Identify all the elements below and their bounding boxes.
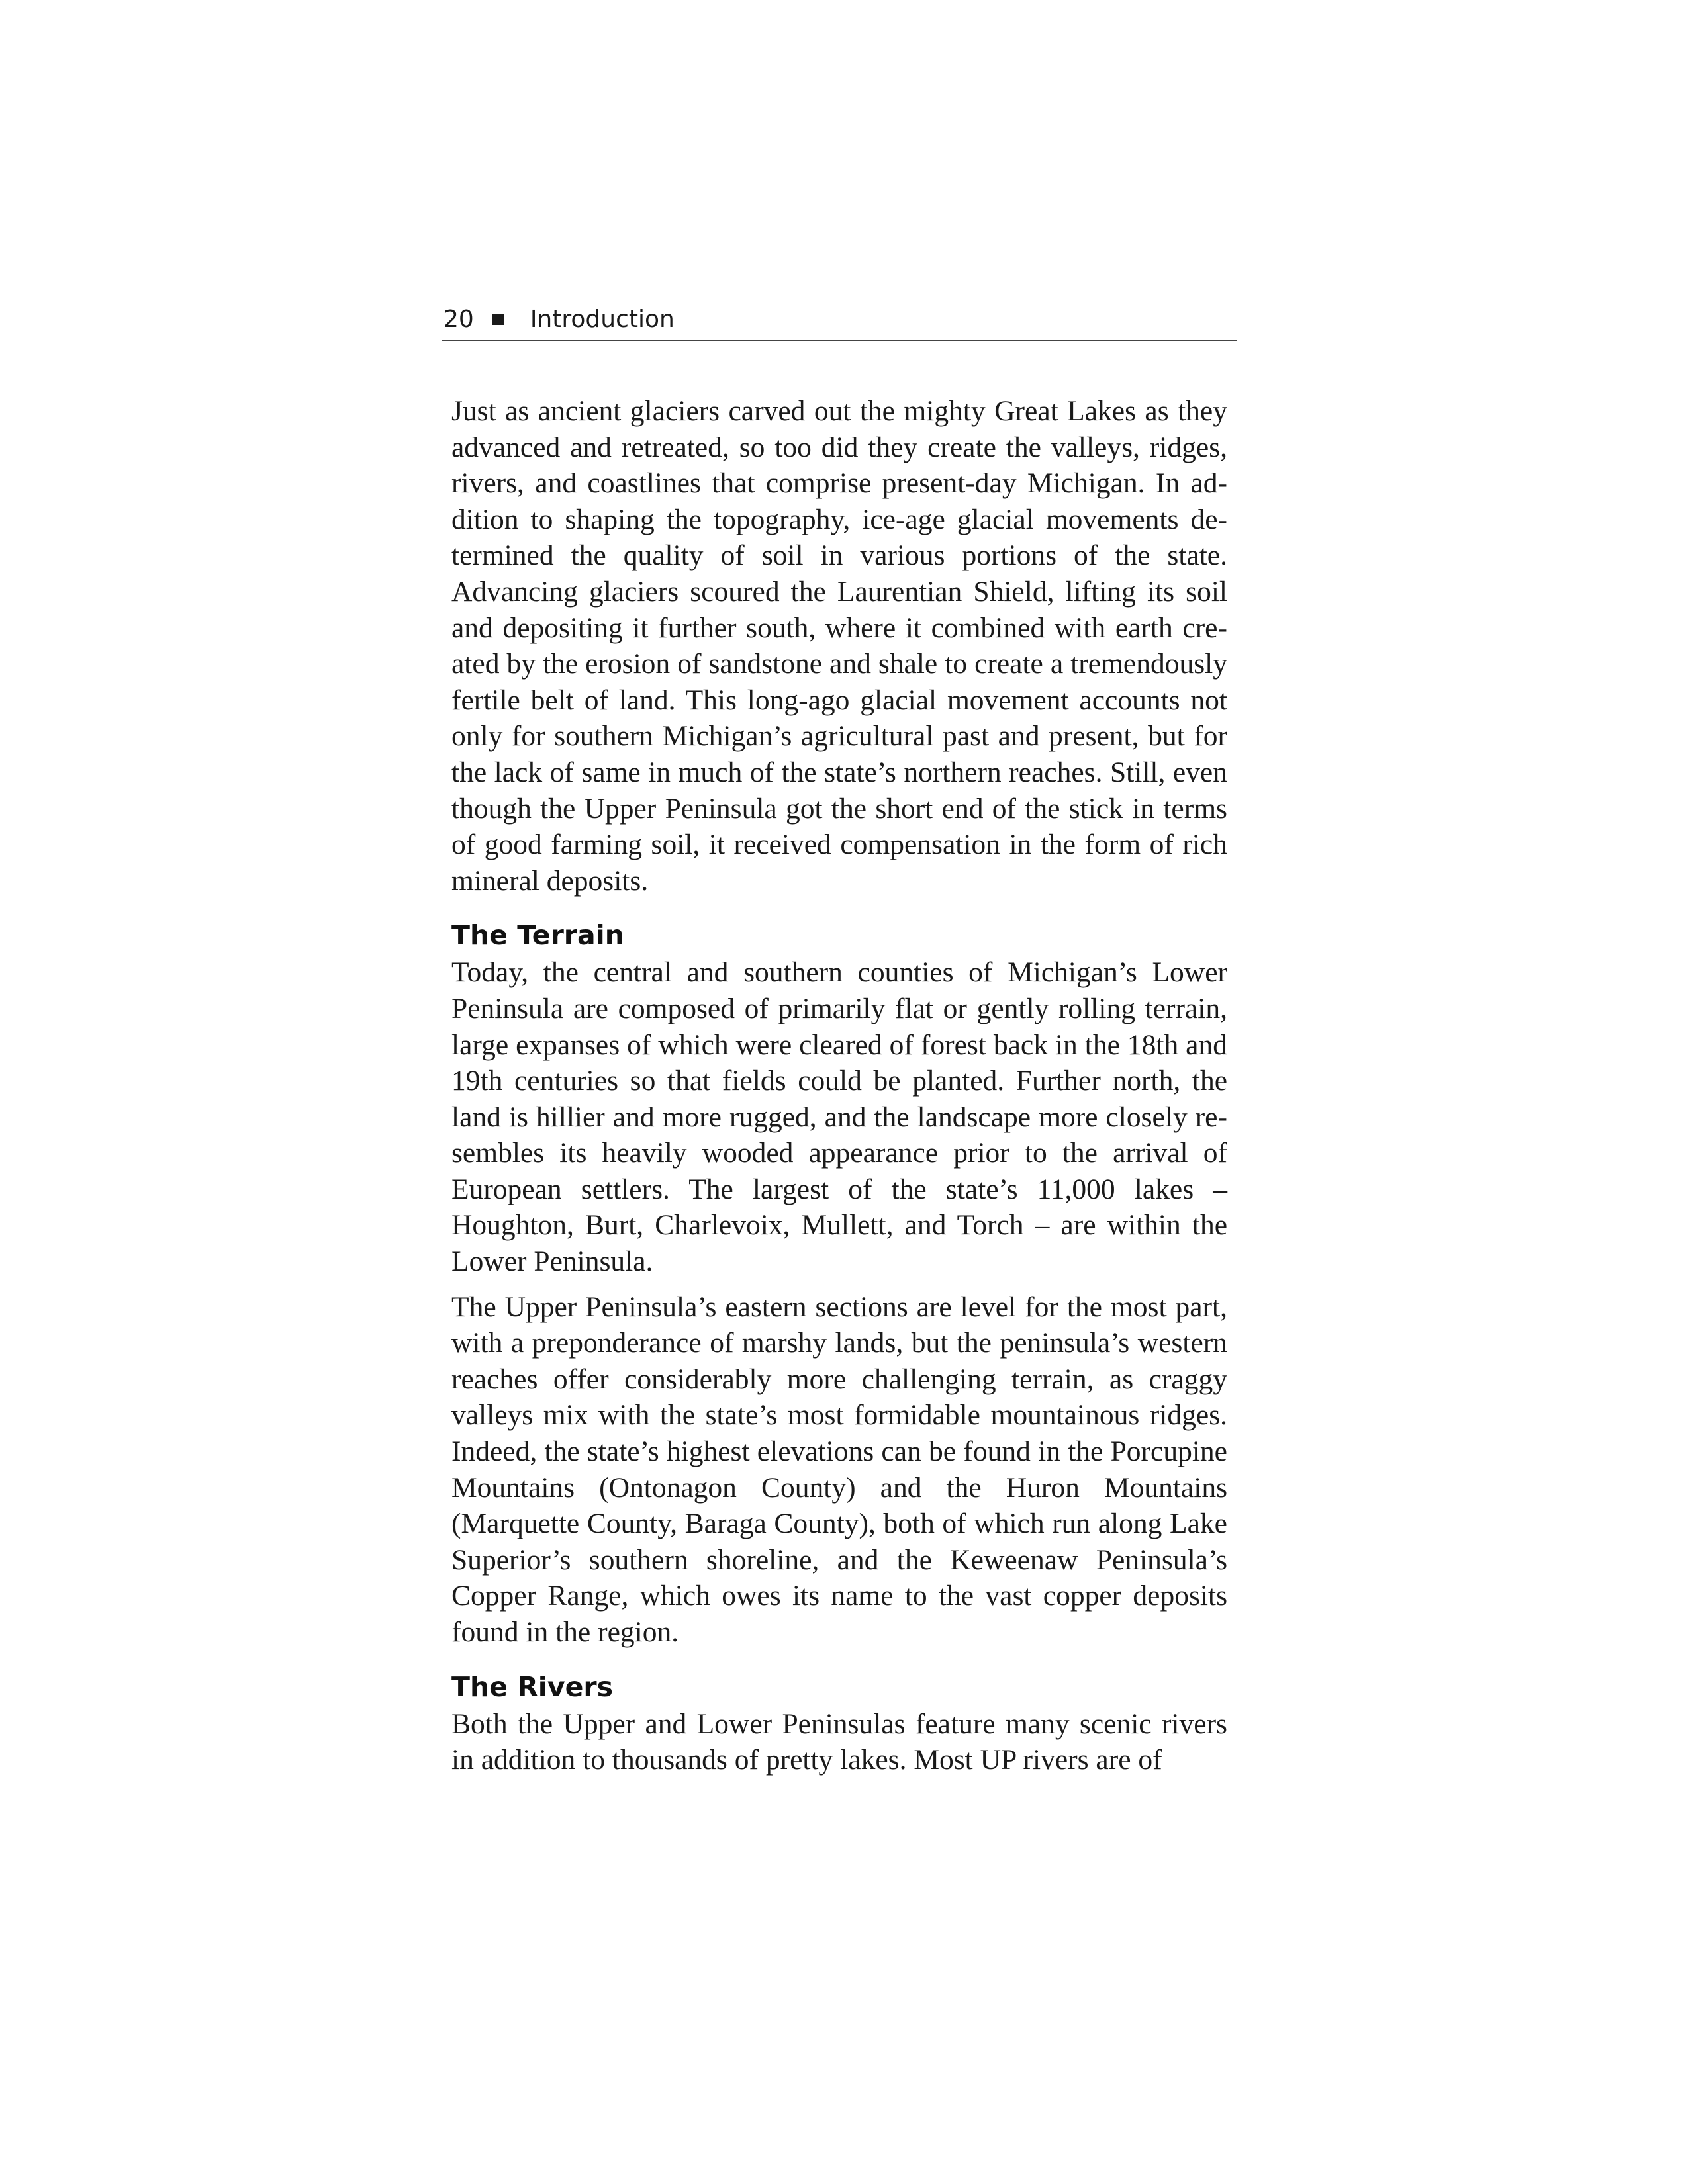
book-page (442, 306, 1237, 1778)
paragraph-terrain-lower: Today, the central and southern counties of Michigan’s Lower Peninsula are composed of primarily flat or gently rolling terrain, large expanses of which were cleared of forest back in the 18th and 19th centuries so that fields could be planted. Further north, the land is hillier and more rugged, and the landscape more closely resembles its heavily wooded appearance prior to the arrival of European settlers. The largest of the state’s 11,000 lakes – Houghton, Burt, Charlevoix, Mullett, and Torch – are within the Lower Peninsula. (451, 956, 1227, 1278)
running-head-title: Introduction (530, 306, 675, 333)
square-bullet-icon (492, 314, 504, 325)
paragraph-rivers: Both the Upper and Lower Peninsulas feature many scenic rivers in addition to thousands of pretty lakes. Most UP rivers are of (451, 1707, 1227, 1776)
heading-terrain: The Terrain (451, 919, 624, 952)
paragraph-glaciers: Just as ancient glaciers carved out the mighty Great Lakes as they advanced and retreated, so too did they create the valleys, ridges, rivers, and coastlines that comprise present-day Michigan. In addition to shaping the topography, ice-age glacial movements determined the quality of soil in various portions of the state. Advancing glaciers scoured the Laurentian Shield, lifting its soil and depositing it further south, where it combined with earth created by the erosion of sandstone and shale to create a tremendously fertile belt of land. This long-ago glacial movement accounts not only for southern Michigan’s agricultural past and present, but for the lack of same in much of the state’s northern reaches. Still, even though the Upper Peninsula got the short end of the stick in terms of good farming soil, it received compensation in the form of rich mineral deposits. (451, 395, 1227, 897)
body-text (442, 393, 1227, 1778)
heading-rivers: The Rivers (451, 1670, 614, 1703)
page-number: 20 (444, 306, 474, 333)
paragraph-terrain-upper: The Upper Peninsula’s eastern sections are level for the most part, with a preponderance of marshy lands, but the peninsula’s western reaches offer considerably more challenging terrain, as craggy valleys mix with the state’s most formidable mountainous ridges. Indeed, the state’s highest elevations can be found in the Porcupine Mountains (Ontonagon County) and the Huron Mountains (Marquette County, Baraga County), both of which run along Lake Superior’s southern shoreline, and the Keweenaw Peninsula’s Copper Range, which owes its name to the vast copper deposits found in the region. (451, 1291, 1227, 1648)
running-head (442, 306, 1237, 341)
